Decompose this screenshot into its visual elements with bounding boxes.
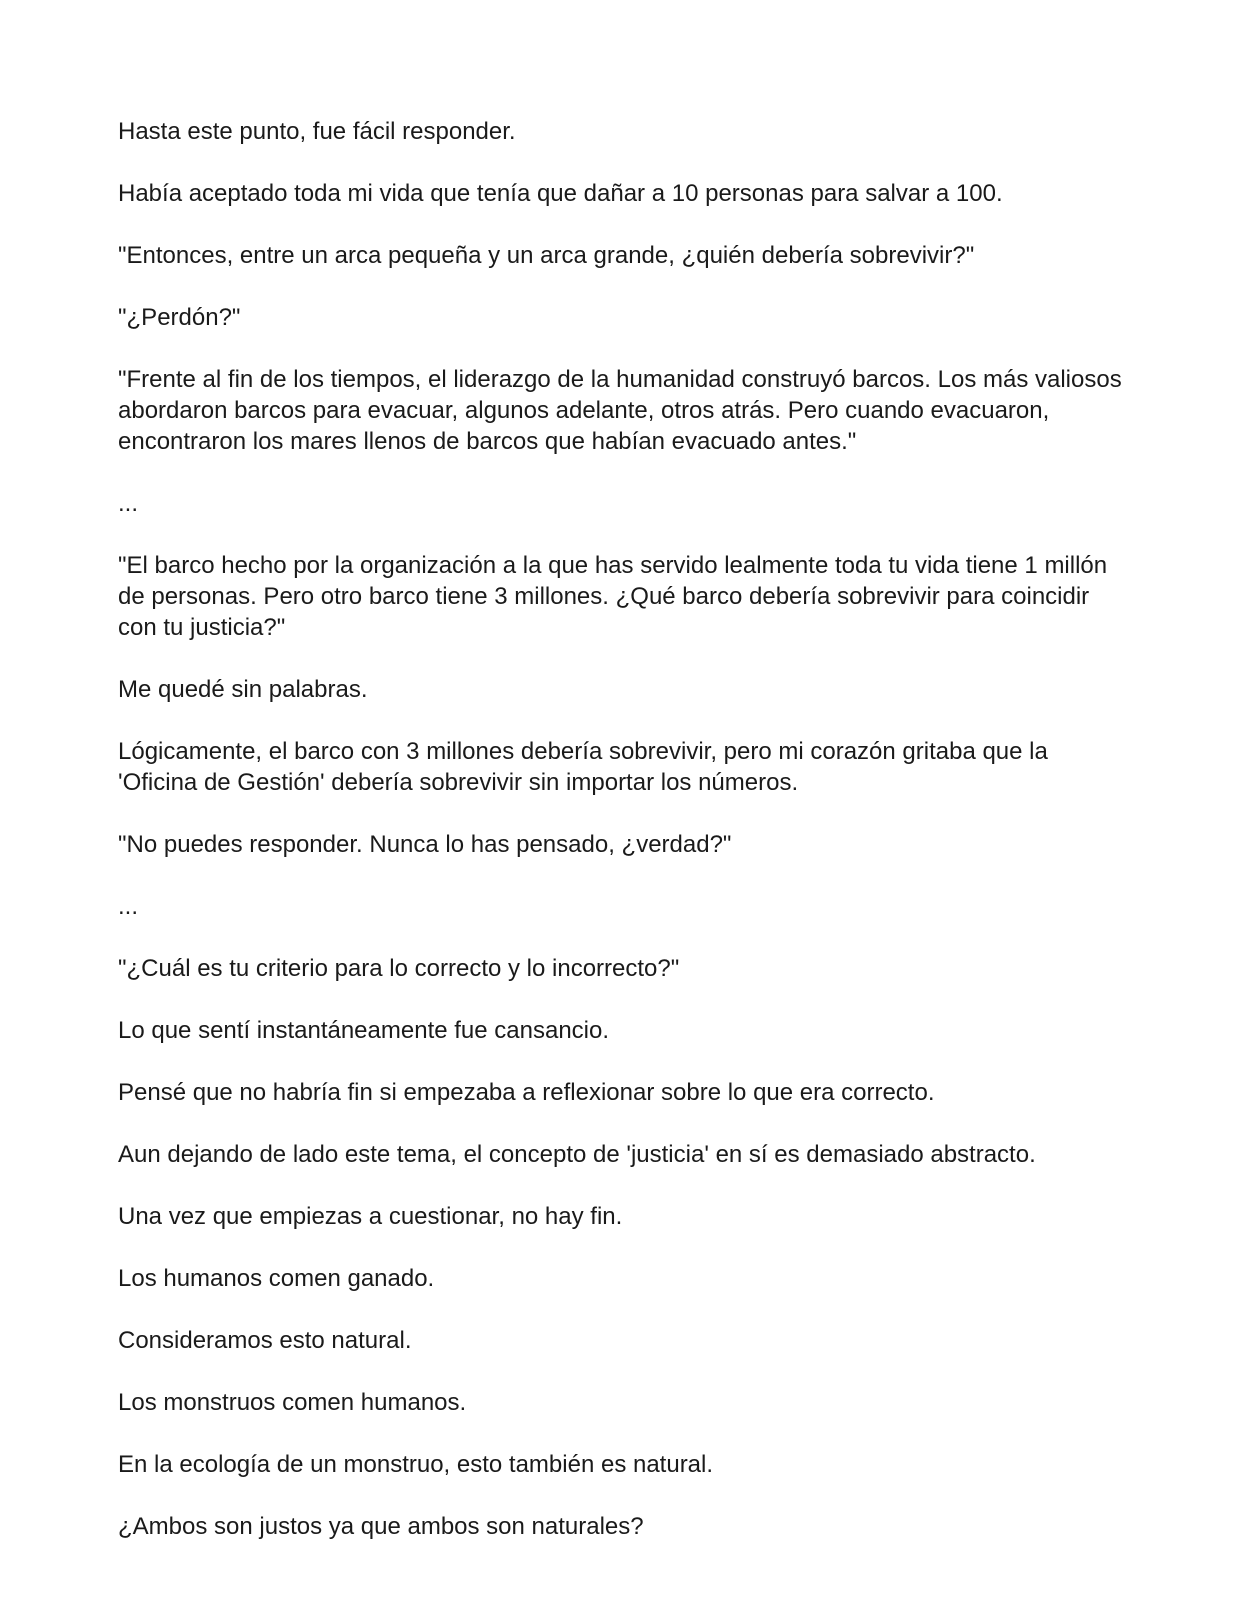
paragraph-18: Consideramos esto natural. [118, 1327, 412, 1354]
paragraph-12: "¿Cuál es tu criterio para lo correcto y lo incorrecto?" [118, 955, 680, 982]
paragraph-9: Lógicamente, el barco con 3 millones debería sobrevivir, pero mi corazón gritaba que la 'Oficina de Gestión' debería sobrevivir sin importar los números. [118, 738, 1048, 796]
paragraph-21: ¿Ambos son justos ya que ambos son naturales? [118, 1513, 644, 1540]
paragraph-3: "Entonces, entre un arca pequeña y un arca grande, ¿quién debería sobrevivir?" [118, 242, 975, 269]
paragraph-19: Los monstruos comen humanos. [118, 1389, 467, 1416]
paragraph-11: ... [118, 893, 139, 920]
paragraph-1: Hasta este punto, fue fácil responder. [118, 118, 516, 145]
paragraph-15: Aun dejando de lado este tema, el concepto de 'justicia' en sí es demasiado abstracto. [118, 1141, 1036, 1168]
text-body [118, 116, 1128, 1573]
paragraph-6: ... [118, 490, 139, 517]
paragraph-17: Los humanos comen ganado. [118, 1265, 435, 1292]
paragraph-5: "Frente al fin de los tiempos, el liderazgo de la humanidad construyó barcos. Los más valiosos abordaron barcos para evacuar, algunos adelante, otros atrás. Pero cuando evacuaron, encontraron los mares llenos de barcos que habían evacuado antes." [118, 366, 1122, 455]
paragraph-13: Lo que sentí instantáneamente fue cansancio. [118, 1017, 610, 1044]
paragraph-14: Pensé que no habría fin si empezaba a reflexionar sobre lo que era correcto. [118, 1079, 935, 1106]
paragraph-7: "El barco hecho por la organización a la que has servido lealmente toda tu vida tiene 1 millón de personas. Pero otro barco tiene 3 millones. ¿Qué barco debería sobrevivir para coincidir con tu justicia?" [118, 552, 1108, 641]
paragraph-16: Una vez que empiezas a cuestionar, no hay fin. [118, 1203, 623, 1230]
paragraph-2: Había aceptado toda mi vida que tenía que dañar a 10 personas para salvar a 100. [118, 180, 1003, 207]
paragraph-8: Me quedé sin palabras. [118, 676, 368, 703]
paragraph-4: "¿Perdón?" [118, 304, 241, 331]
paragraph-10: "No puedes responder. Nunca lo has pensado, ¿verdad?" [118, 831, 732, 858]
paragraph-20: En la ecología de un monstruo, esto también es natural. [118, 1451, 714, 1478]
